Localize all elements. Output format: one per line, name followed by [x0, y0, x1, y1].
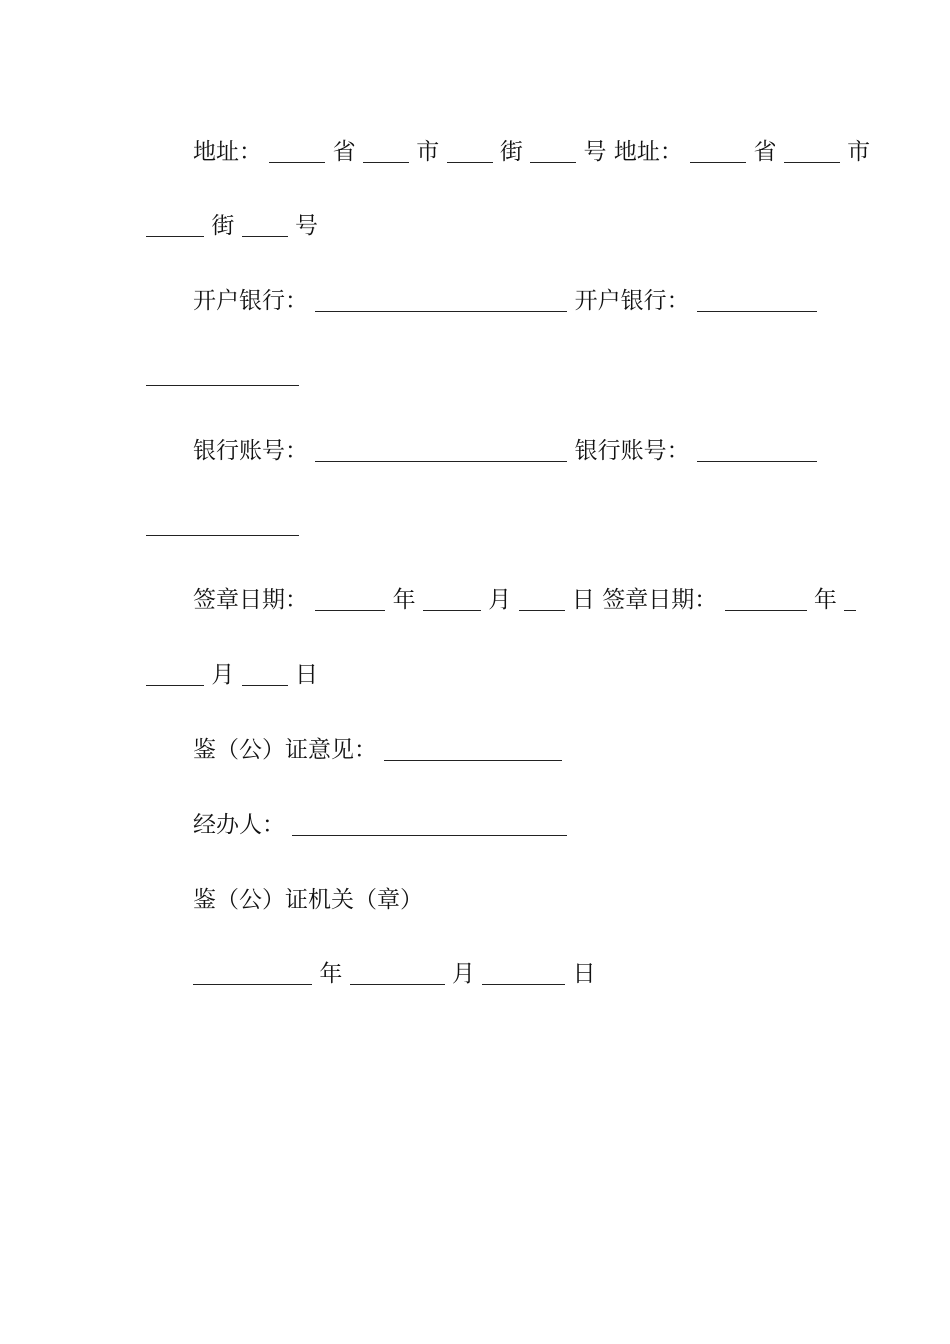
city-blank[interactable] — [363, 136, 409, 163]
province-blank[interactable] — [269, 136, 325, 163]
notary-day-label: 日 — [572, 961, 596, 987]
notary-year-label: 年 — [319, 961, 343, 987]
notary-month-blank[interactable] — [350, 958, 445, 985]
street-label: 街 — [499, 139, 523, 165]
account-label: 银行账号： — [193, 438, 308, 464]
sign-date-label-2: 签章日期： — [602, 587, 718, 613]
sign-month-blank-2-start[interactable] — [844, 584, 856, 611]
city-blank-2[interactable] — [784, 136, 840, 163]
sign-day-blank[interactable] — [519, 584, 565, 611]
notary-opinion-row — [193, 734, 562, 766]
bank-blank[interactable] — [315, 285, 567, 312]
bank-blank-2[interactable] — [697, 285, 817, 312]
city-label-2: 市 — [847, 139, 871, 165]
account-blank-2[interactable] — [697, 435, 817, 462]
sign-year-label: 年 — [392, 587, 416, 613]
bank-row — [193, 285, 817, 317]
sign-month-label: 月 — [488, 587, 512, 613]
city-label: 市 — [416, 139, 440, 165]
bank-blank-2-continued[interactable] — [146, 359, 299, 386]
notary-authority-row — [193, 884, 423, 916]
account-label-2: 银行账号： — [574, 438, 690, 464]
sign-month-blank[interactable] — [423, 584, 481, 611]
account-row — [193, 435, 817, 467]
address-row — [193, 136, 870, 168]
sign-day-label-2: 日 — [294, 662, 318, 688]
notary-authority-label: 鉴（公）证机关（章） — [193, 887, 423, 913]
sign-year-blank[interactable] — [315, 584, 385, 611]
bank-label-2: 开户银行： — [574, 288, 690, 314]
account-blank-2-continued[interactable] — [146, 509, 299, 536]
street-label-2: 街 — [211, 213, 235, 239]
handler-blank[interactable] — [292, 809, 567, 836]
notary-date-row — [193, 958, 596, 990]
account-blank[interactable] — [315, 435, 567, 462]
street-blank-2[interactable] — [146, 210, 204, 237]
notary-opinion-label: 鉴（公）证意见： — [193, 737, 377, 763]
number-blank[interactable] — [530, 136, 576, 163]
number-blank-2[interactable] — [242, 210, 288, 237]
account-row-continued — [146, 509, 299, 541]
number-label: 号 — [583, 139, 607, 165]
sign-month-blank-2[interactable] — [146, 659, 204, 686]
sign-day-blank-2[interactable] — [242, 659, 288, 686]
handler-label: 经办人： — [193, 812, 285, 838]
address-label-2: 地址： — [613, 139, 683, 165]
sign-day-label: 日 — [571, 587, 595, 613]
number-label-2: 号 — [294, 213, 318, 239]
street-blank[interactable] — [447, 136, 493, 163]
handler-row — [193, 809, 567, 841]
sign-month-label-2: 月 — [211, 662, 235, 688]
notary-month-label: 月 — [451, 961, 475, 987]
address-row-continued — [146, 210, 318, 242]
sign-date-label: 签章日期： — [193, 587, 308, 613]
sign-year-blank-2[interactable] — [725, 584, 807, 611]
province-blank-2[interactable] — [690, 136, 746, 163]
sign-date-row — [193, 584, 856, 616]
bank-row-continued — [146, 359, 299, 391]
province-label-2: 省 — [753, 139, 777, 165]
notary-day-blank[interactable] — [482, 958, 565, 985]
sign-date-row-continued — [146, 659, 318, 691]
notary-year-blank[interactable] — [193, 958, 312, 985]
notary-opinion-blank[interactable] — [384, 734, 562, 761]
address-label: 地址： — [193, 139, 262, 165]
province-label: 省 — [332, 139, 356, 165]
sign-year-label-2: 年 — [813, 587, 837, 613]
bank-label: 开户银行： — [193, 288, 308, 314]
